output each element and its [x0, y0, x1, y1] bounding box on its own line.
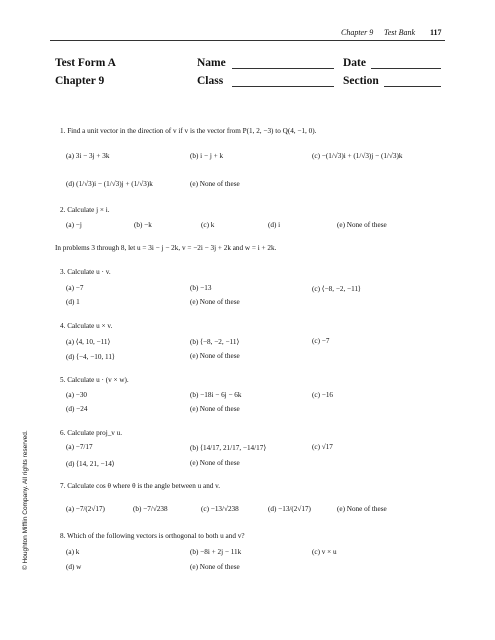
name-label: Name — [197, 57, 226, 69]
header-rule — [50, 40, 445, 41]
question-7: 7. Calculate cos θ where θ is the angle between u and v. — [60, 482, 221, 490]
q5-option-b: (b) −18i − 6j − 6k — [190, 391, 242, 399]
q8-option-c: (c) v × u — [312, 548, 337, 556]
q3-option-d: (d) 1 — [66, 298, 80, 306]
section-label: Section — [343, 75, 379, 87]
q8-option-a: (a) k — [66, 548, 80, 556]
problem-set-intro: In problems 3 through 8, let u = 3i − j − 2k, v = −2i − 3j + 2k and w = i + 2k. — [55, 244, 277, 252]
q7-option-b: (b) −7/√238 — [133, 505, 168, 513]
q7-option-e: (e) None of these — [337, 505, 387, 513]
running-head-book: Test Bank — [384, 28, 416, 37]
class-label: Class — [197, 75, 224, 87]
section-blank[interactable] — [384, 86, 441, 87]
q4-option-b: (b) ⟨−8, −2, −11⟩ — [190, 338, 240, 346]
q1-option-b: (b) i − j + k — [190, 152, 224, 160]
question-4: 4. Calculate u × v. — [60, 322, 113, 330]
q3-option-b: (b) −13 — [190, 284, 212, 292]
q2-option-d: (d) i — [268, 221, 281, 229]
class-blank[interactable] — [232, 86, 334, 87]
q7-option-a: (a) −7/(2√17) — [66, 505, 105, 513]
q6-option-e: (e) None of these — [190, 459, 240, 467]
chapter-title: Chapter 9 — [55, 75, 105, 87]
date-blank[interactable] — [371, 68, 441, 69]
q6-option-c: (c) √17 — [312, 443, 333, 451]
q5-option-d: (d) −24 — [66, 405, 88, 413]
copyright-notice: © Houghton Mifflin Company. All rights reserved. — [22, 430, 29, 570]
q7-option-d: (d) −13/(2√17) — [268, 505, 311, 513]
q1-option-e: (e) None of these — [190, 180, 240, 188]
q8-option-b: (b) −8i + 2j − 11k — [190, 548, 242, 556]
running-head-chapter: Chapter 9 — [341, 28, 374, 37]
q5-option-c: (c) −16 — [312, 391, 334, 399]
q2-option-c: (c) k — [201, 221, 215, 229]
question-1: 1. Find a unit vector in the direction of v if v is the vector from P(1, 2, −3) to Q(4, −1, 0). — [60, 127, 317, 135]
q8-option-d: (d) w — [66, 563, 82, 571]
q5-option-a: (a) −30 — [66, 391, 88, 399]
page-number: 117 — [430, 28, 442, 37]
question-2: 2. Calculate j × i. — [60, 206, 110, 214]
q8-option-e: (e) None of these — [190, 563, 240, 571]
q2-option-b: (b) −k — [134, 221, 152, 229]
q4-option-c: (c) −7 — [312, 337, 330, 345]
question-5: 5. Calculate u · (v × w). — [60, 376, 129, 384]
date-label: Date — [343, 57, 366, 69]
q5-option-e: (e) None of these — [190, 405, 240, 413]
q6-option-b: (b) ⟨14/17, 21/17, −14/17⟩ — [190, 444, 267, 452]
question-8: 8. Which of the following vectors is orthogonal to both u and v? — [60, 532, 245, 540]
q1-option-d: (d) (1/√3)i − (1/√3)j + (1/√3)k — [66, 180, 153, 188]
question-6: 6. Calculate proj_v u. — [60, 429, 123, 437]
q6-option-a: (a) −7/17 — [66, 443, 93, 451]
q3-option-e: (e) None of these — [190, 298, 240, 306]
q4-option-e: (e) None of these — [190, 352, 240, 360]
q1-option-c: (c) −(1/√3)i + (1/√3)j − (1/√3)k — [312, 152, 403, 160]
q3-option-a: (a) −7 — [66, 284, 84, 292]
question-3: 3. Calculate u · v. — [60, 268, 111, 276]
name-blank[interactable] — [232, 68, 334, 69]
q4-option-d: (d) ⟨−4, −10, 11⟩ — [66, 353, 115, 361]
q2-option-a: (a) −j — [66, 221, 82, 229]
test-form-title: Test Form A — [55, 57, 116, 69]
q2-option-e: (e) None of these — [337, 221, 387, 229]
q1-option-a: (a) 3i − 3j + 3k — [66, 152, 110, 160]
q3-option-c: (c) ⟨−8, −2, −11⟩ — [312, 285, 361, 293]
q4-option-a: (a) ⟨4, 10, −11⟩ — [66, 338, 111, 346]
q7-option-c: (c) −13/√238 — [201, 505, 239, 513]
q6-option-d: (d) ⟨14, 21, −14⟩ — [66, 460, 115, 468]
